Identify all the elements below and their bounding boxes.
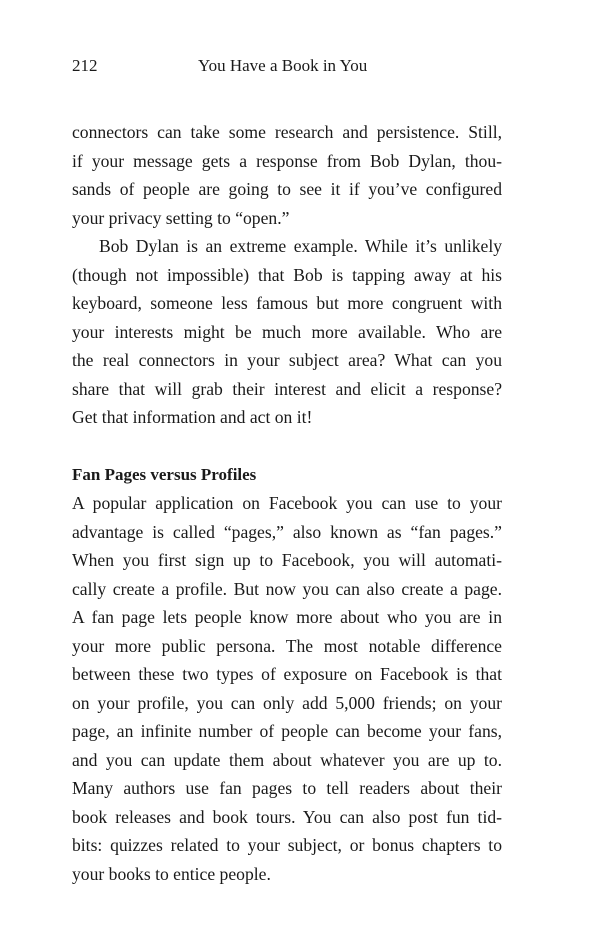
text-line: Many authors use fan pages to tell readers about their	[72, 778, 502, 798]
text-line: keyboard, someone less famous but more congruent with	[72, 293, 502, 313]
text-line: When you first sign up to Facebook, you will automati-	[72, 550, 502, 570]
text-line: your privacy setting to “open.”	[72, 207, 290, 228]
text-line: (though not impossible) that Bob is tapping away at his	[72, 264, 502, 285]
text-line: book releases and book tours. You can also post fun tid-	[72, 806, 502, 827]
text-line: page, an infinite number of people can become your fans,	[72, 721, 502, 741]
text-line: on your profile, you can only add 5,000 friends; on your	[72, 692, 502, 713]
page-header	[72, 56, 502, 80]
paragraph	[72, 489, 502, 888]
text-line: between these two types of exposure on Facebook is that	[72, 664, 502, 684]
text-line: sands of people are going to see it if you’ve configured	[72, 179, 502, 199]
text-line: Bob Dylan is an extreme example. While it’s unlikely	[99, 236, 502, 256]
text-line: connectors can take some research and persistence. Still,	[72, 122, 502, 142]
text-line: A popular application on Facebook you can use to your	[72, 493, 502, 513]
page-number: 212	[72, 56, 98, 75]
text-line: your interests might be much more available. Who are	[72, 321, 502, 342]
text-line: and you can update them about whatever you are up to.	[72, 749, 502, 770]
text-line: cally create a profile. But now you can also create a page.	[72, 578, 502, 599]
running-title: You Have a Book in You	[198, 56, 368, 75]
text-line: if your message gets a response from Bob Dylan, thou-	[72, 150, 502, 171]
section-heading: Fan Pages versus Profiles	[72, 464, 257, 484]
text-line: your more public persona. The most notable difference	[72, 635, 502, 656]
paragraph	[72, 118, 502, 232]
body-text	[72, 118, 502, 888]
text-line: A fan page lets people know more about who you are in	[72, 607, 502, 627]
text-line: your books to entice people.	[72, 863, 271, 884]
text-line: advantage is called “pages,” also known as “fan pages.”	[72, 521, 502, 542]
text-line: Get that information and act on it!	[72, 407, 313, 427]
paragraph	[72, 232, 502, 432]
text-line: bits: quizzes related to your subject, or bonus chapters to	[72, 835, 502, 855]
text-line: the real connectors in your subject area? What can you	[72, 350, 502, 370]
text-line: share that will grab their interest and elicit a response?	[72, 378, 502, 399]
section-spacer	[72, 432, 502, 461]
